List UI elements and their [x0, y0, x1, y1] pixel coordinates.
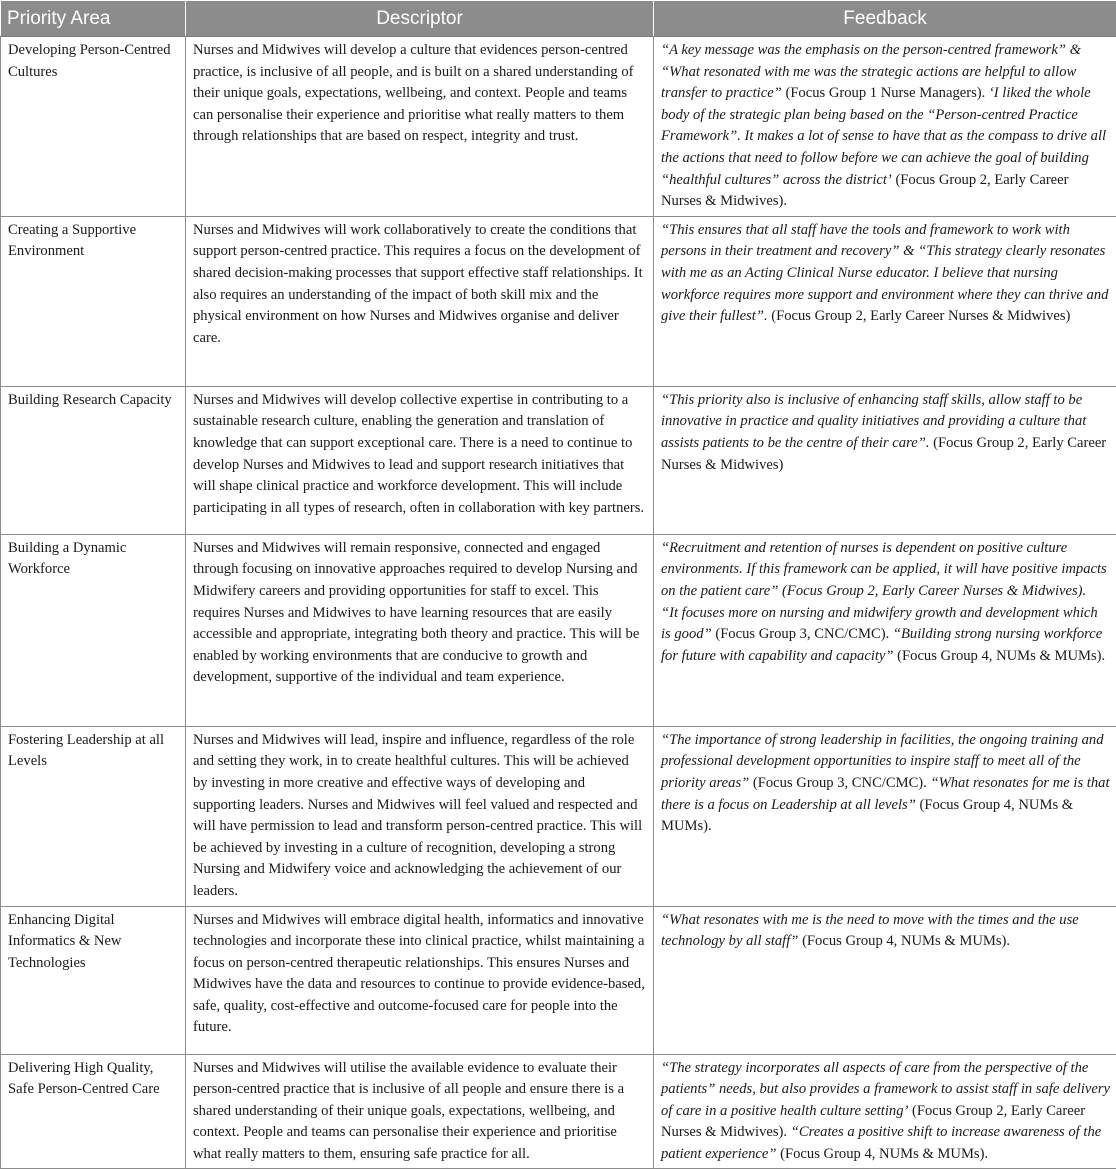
- feedback-attribution: (Focus Group 1 Nurse Managers).: [782, 85, 989, 101]
- feedback-quote: “It focuses more on nursing and midwifery growth and development which is good”: [661, 605, 1098, 643]
- feedback-attribution: (Focus Group 2, Early Career Nurses & Midwives): [661, 435, 1106, 473]
- feedback-quote: “The importance of strong leadership in facilities, the ongoing training and professional development opportunities to inspire staff to meet all of the priority areas”: [661, 732, 1104, 791]
- table-row: [1, 386, 1116, 534]
- feedback-attribution: (Focus Group 2, Early Career Nurses & Midwives).: [661, 1103, 1085, 1141]
- table-row: [1, 726, 1116, 906]
- header-feedback: Feedback: [654, 1, 1116, 37]
- descriptor-cell: Nurses and Midwives will remain responsive, connected and engaged through focusing on innovative approaches required to develop Nursing and Midwifery careers and providing opportunities for staff to excel. This requires Nurses and Midwives to have learning resources that are easily accessible and appropriate, integrating both theory and practice. This will be enabled by working environments that are conducive to growth and development, supportive of the individual and team experience.: [186, 534, 654, 726]
- feedback-quote: “This ensures that all staff have the tools and framework to work with persons in their treatment and recovery” & “This strategy clearly resonates with me as an Acting Clinical Nurse educator. I believe that nursing workforce requires more support and environment where they can thrive and give their fullest”.: [661, 222, 1108, 324]
- feedback-quote: “Recruitment and retention of nurses is dependent on positive culture environments. If this framework can be applied, it will have positive impacts on the patient care” (Focus Group 2, Early Career Nurses & Midwives).: [661, 540, 1107, 599]
- feedback-quote: “Creates a positive shift to increase awareness of the patient experience”: [661, 1124, 1101, 1162]
- header-priority-area: Priority Area: [1, 1, 186, 37]
- feedback-cell: [654, 1054, 1116, 1169]
- priority-area-cell: Creating a Supportive Environment: [1, 216, 186, 386]
- feedback-cell: [654, 216, 1116, 386]
- feedback-attribution: (Focus Group 4, NUMs & MUMs).: [894, 648, 1106, 664]
- descriptor-cell: Nurses and Midwives will develop collective expertise in contributing to a sustainable research culture, enabling the generation and translation of knowledge that can support exceptional care. There is a need to continue to develop Nurses and Midwives to lead and support research initiatives that will shape clinical practice and workforce development. This will include participating in all types of research, often in collaboration with key partners.: [186, 386, 654, 534]
- descriptor-cell: Nurses and Midwives will work collaboratively to create the conditions that support person-centred practice. This requires a focus on the development of shared decision-making processes that support effective staff relationships. It also requires an understanding of the impact of both skill mix and the physical environment on how Nurses and Midwives organise and deliver care.: [186, 216, 654, 386]
- descriptor-cell: Nurses and Midwives will develop a culture that evidences person-centred practice, is inclusive of all people, and is built on a shared understanding of their unique goals, expectations, wellbeing, and context. People and teams can personalise their experience and prioritise what really matters to them through relationships that are based on respect, integrity and trust.: [186, 37, 654, 217]
- table-row: [1, 534, 1116, 726]
- priority-area-cell: Building Research Capacity: [1, 386, 186, 534]
- priority-area-cell: Developing Person-Centred Cultures: [1, 37, 186, 217]
- feedback-quote: “This priority also is inclusive of enhancing staff skills, allow staff to be innovative in practice and quality initiatives and providing a culture that assists patients to be the centre of their care”.: [661, 392, 1086, 451]
- feedback-attribution: (Focus Group 4, NUMs & MUMs).: [798, 933, 1010, 949]
- feedback-cell: [654, 906, 1116, 1054]
- header-row: [1, 1, 1116, 37]
- feedback-attribution: (Focus Group 4, NUMs & MUMs).: [777, 1146, 989, 1162]
- header-descriptor: Descriptor: [186, 1, 654, 37]
- descriptor-cell: Nurses and Midwives will embrace digital health, informatics and innovative technologies and incorporate these into clinical practice, whilst maintaining a focus on person-centred therapeutic relationships. This ensures Nurses and Midwives have the data and resources to continue to provide evidence-based, safe, quality, cost-effective and outcome-focused care for people into the future.: [186, 906, 654, 1054]
- priority-area-cell: Fostering Leadership at all Levels: [1, 726, 186, 906]
- priority-area-cell: Building a Dynamic Workforce: [1, 534, 186, 726]
- priority-area-cell: Delivering High Quality, Safe Person-Centred Care: [1, 1054, 186, 1169]
- feedback-quote: “The strategy incorporates all aspects of care from the perspective of the patients” needs, but also provides a framework to assist staff in safe delivery of care in a positive health culture setting’: [661, 1060, 1110, 1119]
- feedback-cell: [654, 386, 1116, 534]
- feedback-cell: [654, 37, 1116, 217]
- descriptor-cell: Nurses and Midwives will lead, inspire and influence, regardless of the role and setting they work, in to create healthful cultures. This will be achieved by investing in more creative and effective ways of developing and supporting leaders. Nurses and Midwives will feel valued and respected and will have permission to lead and transform person-centred practice. This will be achieved by investing in a culture of recognition, developing a strong Nursing and Midwifery voice and acknowledging the achievement of our leaders.: [186, 726, 654, 906]
- feedback-cell: [654, 726, 1116, 906]
- feedback-quote: “A key message was the emphasis on the person-centred framework” & “What resonated with me was the strategic actions are helpful to allow transfer to practice”: [661, 42, 1081, 101]
- feedback-quote: “What resonates for me is that there is a focus on Leadership at all levels”: [661, 775, 1110, 813]
- table-row: [1, 906, 1116, 1054]
- table-row: [1, 216, 1116, 386]
- feedback-quote: “Building strong nursing workforce for future with capability and capacity”: [661, 626, 1102, 664]
- feedback-attribution: (Focus Group 2, Early Career Nurses & Midwives).: [661, 172, 1069, 210]
- descriptor-cell: Nurses and Midwives will utilise the available evidence to evaluate their person-centred practice that is inclusive of all people and ensure there is a shared understanding of their unique goals, expectations, wellbeing, and context. People and teams can personalise their experience and prioritise what really matters to them, ensuring safe practice for all.: [186, 1054, 654, 1169]
- table-row: [1, 1054, 1116, 1169]
- feedback-attribution: (Focus Group 2, Early Career Nurses & Midwives): [768, 308, 1071, 324]
- feedback-quote: “What resonates with me is the need to move with the times and the use technology by all staff”: [661, 912, 1079, 950]
- feedback-quote: ‘I liked the whole body of the strategic plan being based on the “Person-centred Practice Framework”. It makes a lot of sense to have that as the compass to drive all the actions that need to follow before we can achieve the goal of building “healthful cultures” across the district’: [661, 85, 1106, 187]
- feedback-attribution: (Focus Group 4, NUMs & MUMs).: [661, 797, 1073, 835]
- feedback-attribution: (Focus Group 3, CNC/CMC).: [749, 775, 930, 791]
- priority-area-cell: Enhancing Digital Informatics & New Technologies: [1, 906, 186, 1054]
- feedback-attribution: (Focus Group 3, CNC/CMC).: [712, 626, 893, 642]
- table-row: [1, 37, 1116, 217]
- feedback-cell: [654, 534, 1116, 726]
